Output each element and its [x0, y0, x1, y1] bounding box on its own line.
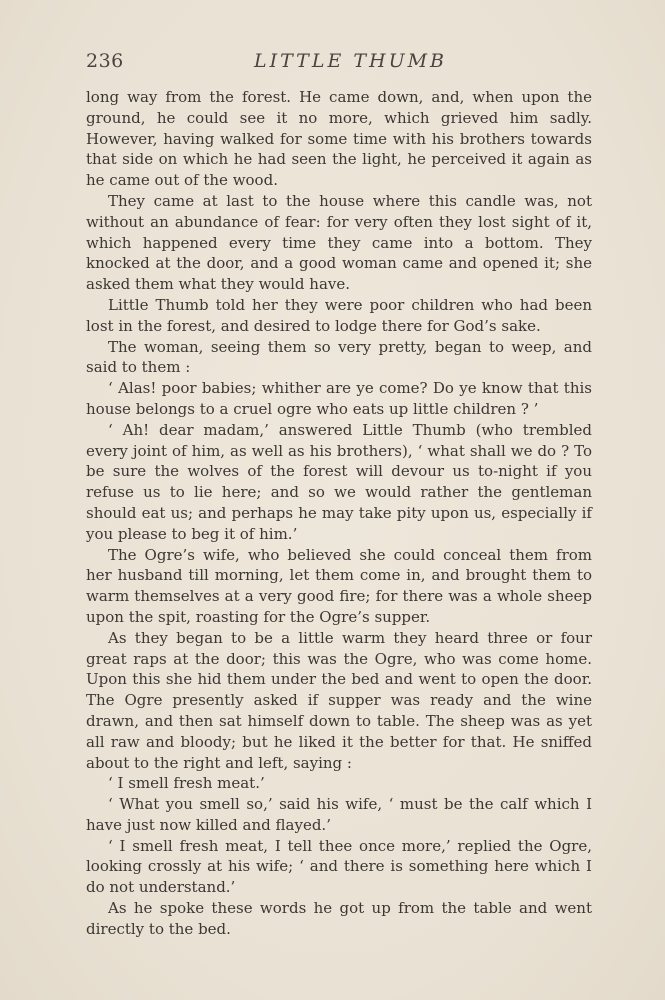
paragraph: As he spoke these words he got up from the table and went directly to the bed. [86, 899, 592, 938]
paragraph: ‘ Ah! dear madam,’ answered Little Thumb (who trembled every joint of him, as well as his brothers), ‘ what shall we do ? To be sure the wolves of the forest will devour us to-night if you refuse us to lie here; and so we would rather the gentleman should eat us; and perhaps he may take pity upon us, especially if you please to beg it of him.’ [86, 420, 592, 543]
paragraph: The Ogre’s wife, who believed she could conceal them from her husband till morning, let them come in, and brought them to warm themselves at a very good fire; for there was a whole sheep upon the spit, roasting for the Ogre’s supper. [86, 545, 592, 626]
page-number: 236 [86, 50, 124, 72]
paragraph: Little Thumb told her they were poor children who had been lost in the forest, and desired to lodge there for God’s sake. [86, 295, 592, 335]
paragraph: As they began to be a little warm they heard three or four great raps at the door; this was the Ogre, who was come home. Upon this she hid them under the bed and went to open the door. The Ogre presently asked if supper was ready and the wine drawn, and then sat himself down to table. The sheep was as yet all raw and bloody; but he liked it the better for that. He sniffed about to the right and left, saying : [86, 628, 592, 772]
paragraph: ‘ I smell fresh meat.’ [108, 774, 265, 793]
paragraph: long way from the forest. He came down, and, when upon the ground, he could see it no more, which grieved him sadly. However, having walked for some time with his brothers towards that side on which he had seen the light, he perceived it again as he came out of the wood. [86, 88, 592, 190]
running-title: LITTLE THUMB [254, 50, 448, 72]
paragraph: The woman, seeing them so very pretty, began to weep, and said to them : [86, 337, 592, 377]
paragraph: ‘ I smell fresh meat, I tell thee once more,’ replied the Ogre, looking crossly at his wife; ‘ and there is something here which I do not understand.’ [86, 836, 592, 897]
paragraph: ‘ What you smell so,’ said his wife, ‘ must be the calf which I have just now killed and flayed.’ [86, 795, 592, 834]
paragraph: ‘ Alas! poor babies; whither are ye come? Do ye know that this house belongs to a cruel ogre who eats up little children ? ’ [86, 379, 592, 418]
paragraph: They came at last to the house where this candle was, not without an abundance of fear: for very often they lost sight of it, which happened every time they came into a bottom. They knocked at the door, and a good woman came and opened it; she asked them what they would have. [86, 191, 592, 294]
body-text [86, 87, 592, 940]
page-header [86, 50, 592, 76]
